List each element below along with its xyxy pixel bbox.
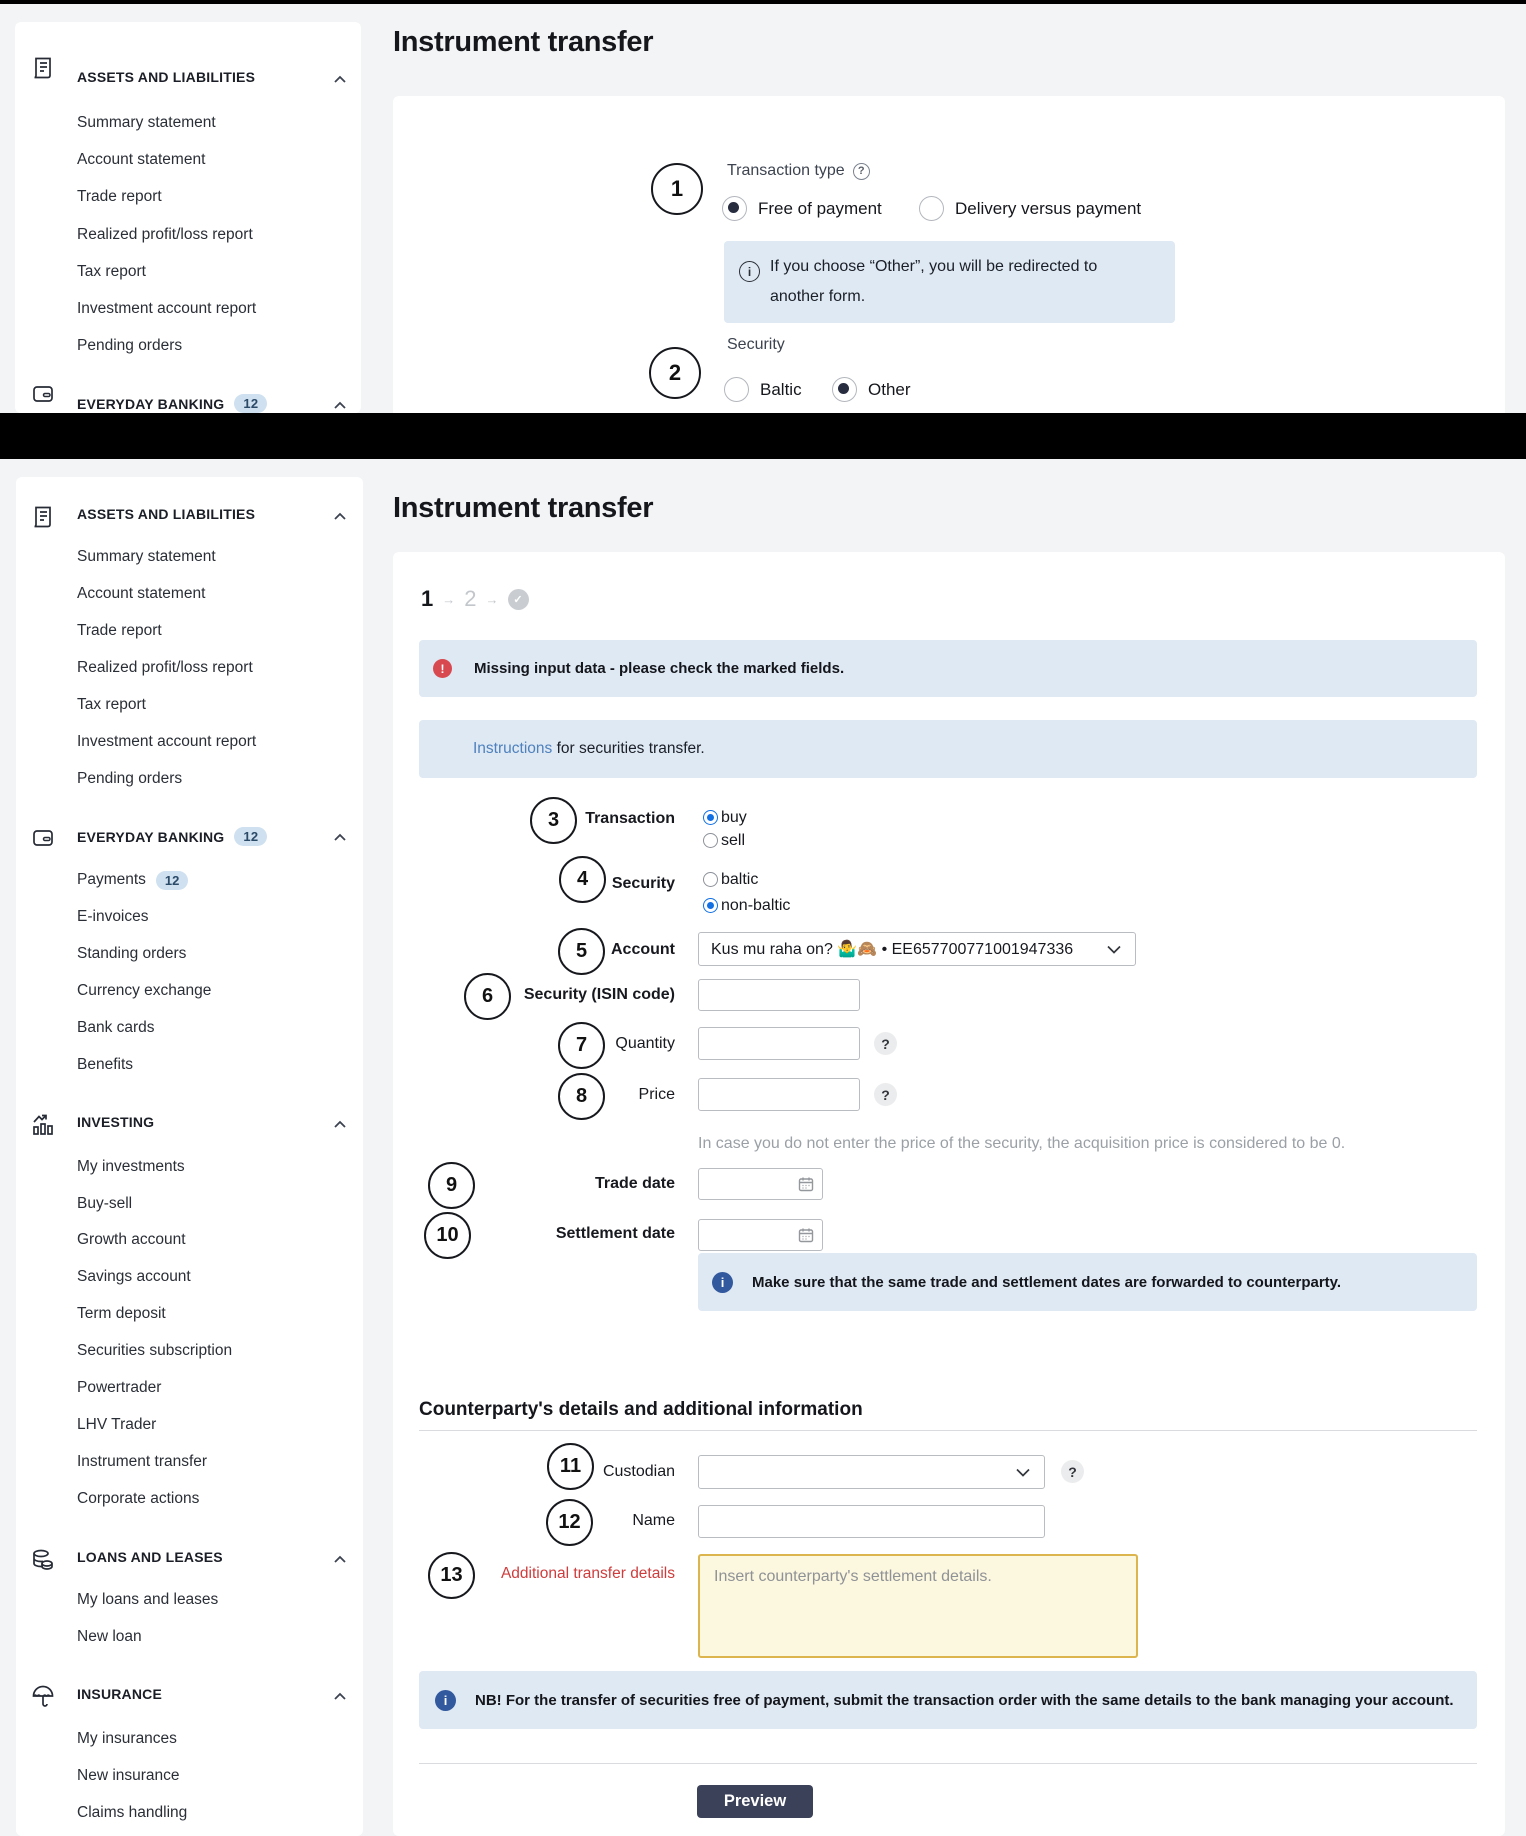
price-input[interactable] [698, 1078, 860, 1111]
security-label: Security [611, 875, 675, 892]
sidebar-item[interactable]: Payments 12 [77, 869, 188, 891]
badge: 12 [234, 827, 267, 846]
error-banner [419, 640, 1477, 697]
chevron-up-icon[interactable] [332, 398, 348, 413]
sidebar-item[interactable]: Tax report [77, 263, 146, 280]
transaction-type-label: Transaction type ? [727, 162, 870, 180]
chevron-down-icon [1107, 945, 1121, 954]
sidebar-item[interactable]: New loan [77, 1628, 142, 1645]
radio-label-other-top[interactable]: Other [868, 380, 911, 399]
transaction-label: Transaction [585, 810, 675, 827]
sidebar-item[interactable]: Investment account report [77, 733, 257, 750]
sidebar-item[interactable]: Pending orders [77, 337, 183, 354]
radio-label-baltic[interactable]: baltic [721, 871, 759, 888]
custodian-help-icon[interactable]: ? [1061, 1460, 1084, 1483]
umbrella-icon [30, 1684, 56, 1710]
field-number-12: 12 [546, 1499, 593, 1546]
field-number-13: 13 [428, 1552, 475, 1599]
sidebar-item[interactable]: Account statement [77, 585, 206, 602]
settlement-date-label: Settlement date [555, 1225, 675, 1242]
radio-buy[interactable] [703, 810, 718, 825]
nb-banner [419, 1671, 1477, 1729]
wallet-icon [30, 825, 56, 851]
preview-button[interactable]: Preview [697, 1785, 813, 1818]
dates-note-text: Make sure that the same trade and settlement dates are forwarded to counterparty. [752, 1273, 1342, 1291]
calendar-icon[interactable] [798, 1176, 814, 1192]
field-number-9: 9 [428, 1162, 475, 1209]
divider [419, 1763, 1477, 1764]
sidebar-item[interactable]: Account statement [77, 151, 206, 168]
sidebar-item[interactable]: Growth account [77, 1231, 186, 1248]
instructions-banner [419, 720, 1477, 778]
field-number-5: 5 [558, 928, 605, 975]
field-number-3: 3 [530, 797, 577, 844]
instructions-link[interactable]: Instructions [473, 740, 553, 757]
chevron-up-icon[interactable] [332, 830, 348, 846]
sidebar-item[interactable]: Currency exchange [77, 982, 212, 999]
sidebar-item[interactable]: My loans and leases [77, 1591, 219, 1608]
field-number-10: 10 [424, 1212, 471, 1259]
settlement-date-input[interactable] [698, 1219, 823, 1251]
separator-bar [0, 413, 1526, 459]
account-label: Account [611, 941, 675, 958]
step-current[interactable]: 1 [421, 586, 434, 611]
sidebar-item[interactable]: Buy-sell [77, 1195, 133, 1212]
sidebar-section-insurance[interactable]: INSURANCE [77, 1686, 163, 1702]
error-icon: ! [433, 659, 452, 678]
sidebar-section-assets[interactable]: ASSETS AND LIABILITIES [77, 506, 256, 522]
info-box-other-form [724, 241, 1175, 323]
step-next[interactable]: 2 [464, 586, 477, 611]
step-arrow-icon: → [485, 591, 499, 607]
radio-other-top[interactable] [832, 377, 857, 402]
sidebar-item[interactable]: Realized profit/loss report [77, 226, 253, 243]
chevron-up-icon[interactable] [332, 1117, 348, 1133]
radio-label-delivery-versus-payment[interactable]: Delivery versus payment [955, 199, 1142, 218]
nb-note-text: NB! For the transfer of securities free of payment, submit the transaction order with the same details to the bank managing your account. [475, 1691, 1454, 1709]
trade-date-input[interactable] [698, 1168, 823, 1200]
chevron-up-icon[interactable] [332, 1552, 348, 1568]
step-arrow-icon: → [442, 591, 456, 607]
sidebar-item[interactable]: Investment account report [77, 300, 257, 317]
sidebar-item[interactable]: Pending orders [77, 770, 183, 787]
counterparty-heading: Counterparty's details and additional information [419, 1399, 863, 1420]
sidebar-item[interactable]: Standing orders [77, 945, 187, 962]
radio-label-buy[interactable]: buy [721, 809, 747, 826]
sidebar-section-everyday[interactable]: EVERYDAY BANKING 12 [77, 394, 267, 413]
info-icon: i [739, 261, 760, 282]
step-done-check-icon[interactable]: ✓ [508, 589, 529, 610]
custodian-label: Custodian [602, 1463, 675, 1480]
info-icon: i [712, 1272, 733, 1293]
price-help-icon[interactable]: ? [874, 1083, 897, 1106]
radio-delivery-versus-payment[interactable] [919, 196, 944, 221]
bottom-screenshot-section [0, 459, 1526, 1836]
sidebar-item[interactable]: Powertrader [77, 1379, 162, 1396]
sidebar-item[interactable]: Securities subscription [77, 1342, 233, 1359]
radio-free-of-payment[interactable] [722, 196, 747, 221]
statement-icon [30, 55, 56, 81]
top-screenshot-section [0, 0, 1526, 413]
radio-baltic-top[interactable] [724, 377, 749, 402]
custodian-select[interactable] [698, 1455, 1045, 1489]
quantity-input[interactable] [698, 1027, 860, 1060]
step-indicator [421, 586, 529, 612]
additional-details-label: Additional transfer details [500, 1565, 675, 1582]
radio-label-non-baltic[interactable]: non-baltic [721, 897, 791, 914]
chart-icon [30, 1112, 56, 1138]
name-input[interactable] [698, 1505, 1045, 1538]
sidebar-section-loans[interactable]: LOANS AND LEASES [77, 1549, 223, 1565]
page-title: Instrument transfer [393, 492, 654, 524]
badge: 12 [156, 871, 188, 890]
error-text: Missing input data - please check the marked fields. [474, 660, 845, 677]
chevron-down-icon [1016, 1468, 1030, 1477]
field-number-6: 6 [464, 973, 511, 1020]
sidebar-item[interactable]: LHV Trader [77, 1416, 157, 1433]
security-label-top: Security [727, 336, 785, 353]
account-select-value: Kus mu raha on? 🤷‍♂️🙈 • EE657700771001947336 [711, 941, 1074, 958]
wallet-icon [30, 381, 56, 407]
name-label: Name [632, 1512, 675, 1529]
sidebar-item[interactable]: Savings account [77, 1268, 191, 1285]
sidebar-item[interactable]: Trade report [77, 188, 162, 205]
radio-label-sell[interactable]: sell [721, 832, 746, 849]
dates-info-banner [698, 1253, 1477, 1311]
trade-date-label: Trade date [594, 1175, 675, 1192]
sidebar-item[interactable]: My insurances [77, 1730, 177, 1747]
info-icon: i [435, 1690, 456, 1711]
additional-details-textarea[interactable] [698, 1554, 1138, 1658]
sidebar-item-instrument-transfer[interactable]: Instrument transfer [77, 1453, 208, 1470]
sidebar-item[interactable]: Bank cards [77, 1019, 155, 1036]
sidebar-section-assets[interactable] [77, 69, 255, 85]
radio-label-free-of-payment[interactable]: Free of payment [758, 199, 882, 218]
help-icon[interactable]: ? [853, 163, 870, 180]
sidebar-item[interactable]: Tax report [77, 696, 146, 713]
instructions-text: Instructions for securities transfer. [473, 740, 705, 757]
calendar-icon[interactable] [798, 1227, 814, 1243]
sidebar-item[interactable]: Summary statement [77, 548, 216, 565]
field-number-4: 4 [559, 856, 606, 903]
isin-input[interactable] [698, 979, 860, 1011]
sidebar-section-investing[interactable]: INVESTING [77, 1114, 155, 1130]
sidebar-item[interactable]: My investments [77, 1158, 185, 1175]
chevron-up-icon[interactable] [332, 72, 348, 88]
chevron-up-icon[interactable] [332, 509, 348, 525]
step-number-1: 1 [651, 163, 703, 215]
sidebar-item[interactable]: Realized profit/loss report [77, 659, 253, 676]
divider [419, 1430, 1477, 1431]
price-label: Price [638, 1086, 675, 1103]
info-box-text: If you choose “Other”, you will be redirected to another form. [770, 258, 1098, 305]
radio-non-baltic[interactable] [703, 898, 718, 913]
sidebar-item[interactable]: Summary statement [77, 114, 216, 131]
field-number-11: 11 [547, 1443, 594, 1490]
sidebar-top [15, 22, 361, 413]
sidebar-item[interactable]: New insurance [77, 1767, 180, 1784]
statement-icon [30, 504, 56, 530]
sidebar-item[interactable]: Benefits [77, 1056, 134, 1073]
radio-label-baltic-top[interactable]: Baltic [760, 380, 802, 399]
quantity-help-icon[interactable]: ? [874, 1032, 897, 1055]
sidebar-section-everyday[interactable]: EVERYDAY BANKING 12 [77, 827, 267, 846]
field-number-8: 8 [558, 1073, 605, 1120]
section-label: ASSETS AND LIABILITIES [77, 69, 256, 85]
field-number-7: 7 [558, 1022, 605, 1069]
badge: 12 [234, 394, 267, 413]
sidebar-item[interactable]: Trade report [77, 622, 162, 639]
isin-label: Security (ISIN code) [523, 986, 675, 1003]
step-number-2: 2 [649, 347, 701, 399]
radio-sell[interactable] [703, 833, 718, 848]
sidebar-item[interactable]: Corporate actions [77, 1490, 200, 1507]
radio-baltic[interactable] [703, 872, 718, 887]
sidebar-item[interactable]: E-invoices [77, 908, 149, 925]
sidebar [16, 477, 363, 1836]
page-title: Instrument transfer [393, 26, 654, 58]
sidebar-item[interactable]: Claims handling [77, 1804, 188, 1821]
sidebar-item[interactable]: Term deposit [77, 1305, 166, 1322]
account-select[interactable] [698, 932, 1136, 966]
quantity-label: Quantity [615, 1035, 675, 1052]
coins-icon [30, 1547, 56, 1573]
chevron-up-icon[interactable] [332, 1689, 348, 1705]
price-note: In case you do not enter the price of the security, the acquisition price is considered to be 0. [698, 1135, 1346, 1152]
